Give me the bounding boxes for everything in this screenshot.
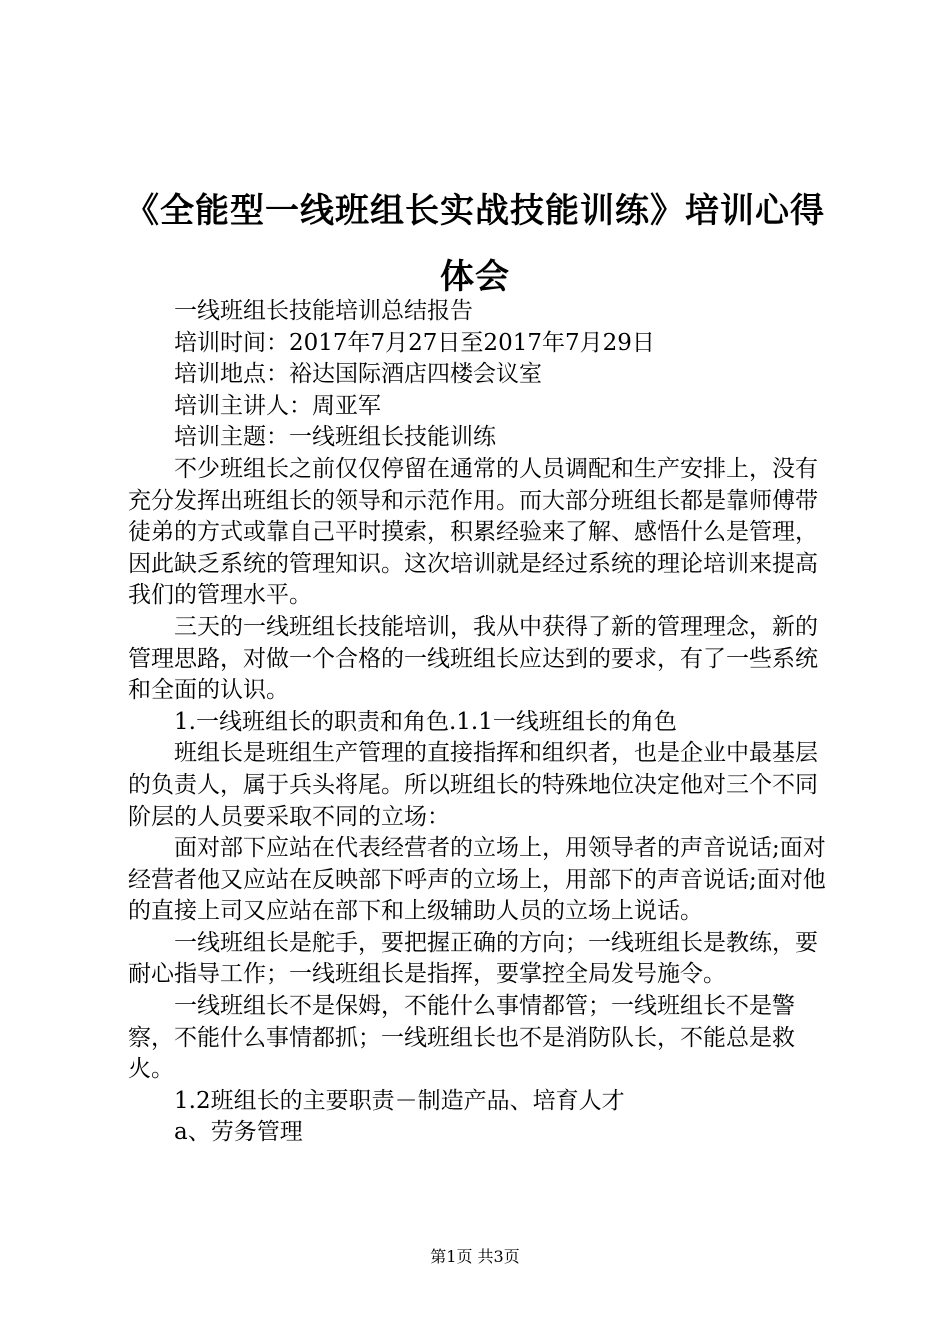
body-paragraph: 一线班组长是舵手，要把握正确的方向；一线班组长是教练，要耐心指导工作；一线班组长是指挥，要掌控全局发号施令。 [128, 929, 818, 988]
body-paragraph: 面对部下应站在代表经营者的立场上，用领导者的声音说话;面对经营者他又应站在反映部下呼声的立场上，用部下的声音说话;面对他的直接上司又应站在部下和上级辅助人员的立场上说话。 [128, 835, 826, 925]
section-heading: 1.一线班组长的职责和角色.1.1一线班组长的角色 [174, 708, 677, 735]
document-title: 《全能型一线班组长实战技能训练》培训心得体会 [125, 191, 825, 297]
training-location: 培训地点：裕达国际酒店四楼会议室 [174, 361, 542, 388]
document-body [128, 296, 834, 1149]
list-item: a、劳务管理 [174, 1119, 303, 1146]
report-heading: 一线班组长技能培训总结报告 [174, 298, 473, 324]
training-speaker: 培训主讲人：周亚军 [174, 392, 381, 419]
page-footer: 第1页 共3页 [430, 1247, 520, 1266]
training-time: 培训时间：2017年7月27日至2017年7月29日 [174, 329, 655, 356]
body-paragraph: 一线班组长不是保姆，不能什么事情都管；一线班组长不是警察，不能什么事情都抓；一线班组长也不是消防队长，不能总是救火。 [128, 993, 795, 1083]
body-paragraph: 不少班组长之前仅仅停留在通常的人员调配和生产安排上，没有充分发挥出班组长的领导和示范作用。而大部分班组长都是靠师傅带徒弟的方式或靠自己平时摸索，积累经验来了解、感悟什么是管理，因此缺乏系统的管理知识。这次培训就是经过系统的理论培训来提高我们的管理水平。 [128, 455, 818, 609]
body-paragraph: 班组长是班组生产管理的直接指挥和组织者，也是企业中最基层的负责人，属于兵头将尾。所以班组长的特殊地位决定他对三个不同阶层的人员要采取不同的立场： [128, 740, 818, 830]
training-topic: 培训主题：一线班组长技能训练 [174, 424, 496, 451]
section-heading: 1.2班组长的主要职责－制造产品、培育人才 [174, 1087, 625, 1114]
body-paragraph: 三天的一线班组长技能培训，我从中获得了新的管理理念，新的管理思路，对做一个合格的一线班组长应达到的要求，有了一些系统和全面的认识。 [128, 613, 818, 704]
